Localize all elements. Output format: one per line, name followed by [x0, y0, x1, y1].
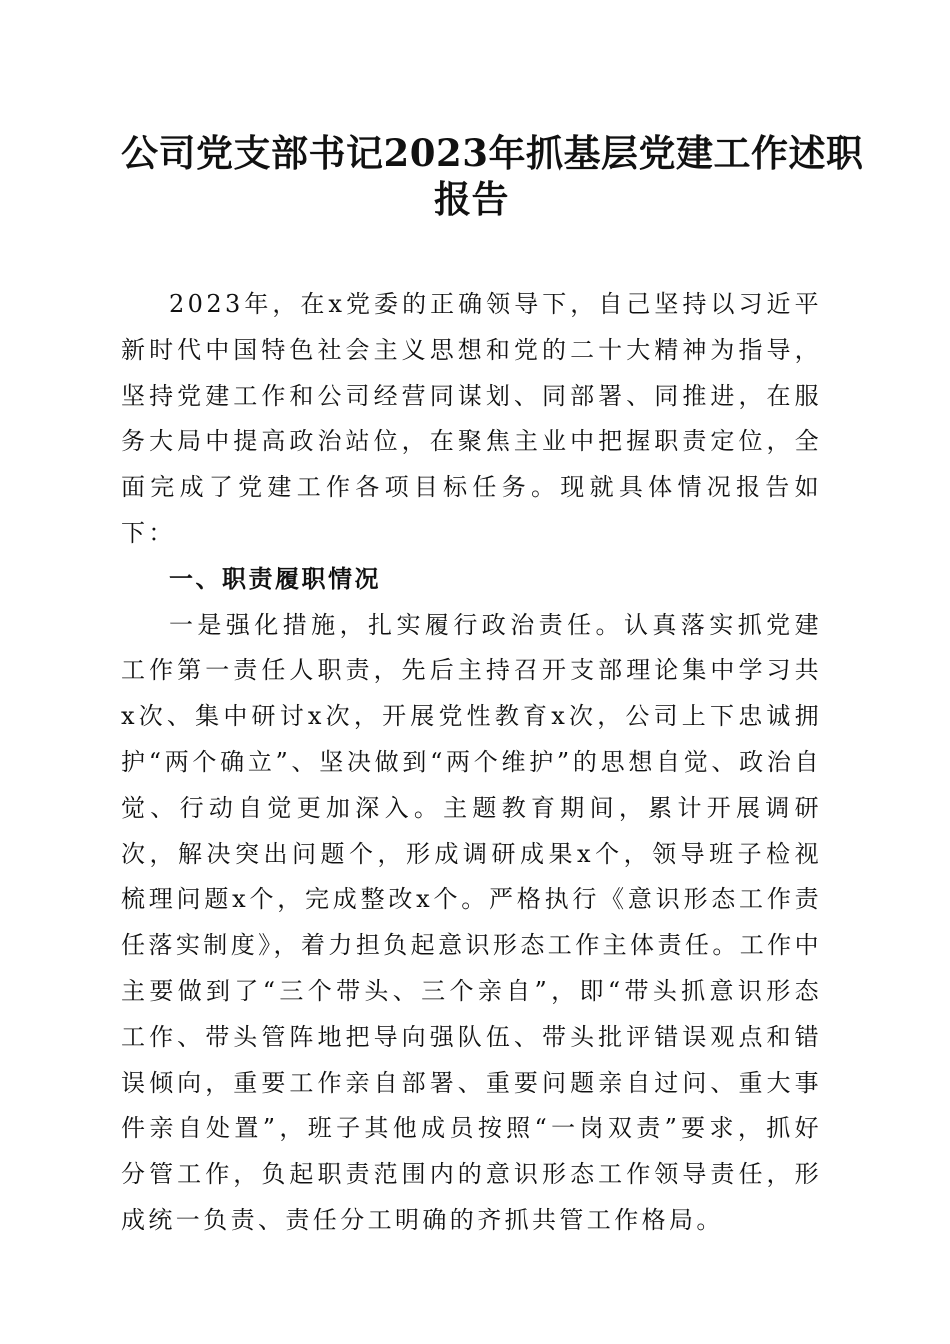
section-heading: 一、职责履职情况	[169, 564, 381, 593]
section-paragraph: 一是强化措施，扎实履行政治责任。认真落实抓党建工作第一责任人职责，先后主持召开支部理论集中学习共x次、集中研讨x次，开展党性教育x次，公司上下忠诚拥护“两个确立”、坚决做到“两个维护”的思想自觉、政治自觉、行动自觉更加深入。主题教育期间，累计开展调研次，解决突出问题个，形成调研成果x个，领导班子检视梳理问题x个，完成整改x个。严格执行《意识形态工作责任落实制度》，着力担负起意识形态工作主体责任。工作中主要做到了“三个带头、三个亲自”，即“带头抓意识形态工作、带头管阵地把导向强队伍、带头批评错误观点和错误倾向，重要工作亲自部署、重要问题亲自过问、重大事件亲自处置”，班子其他成员按照“一岗双责”要求，抓好分管工作，负起职责范围内的意识形态工作领导责任，形成统一负责、责任分工明确的齐抓共管工作格局。	[121, 610, 822, 1234]
document-body	[121, 282, 822, 1244]
intro-paragraph: 2023年，在x党委的正确领导下，自己坚持以习近平新时代中国特色社会主义思想和党的二十大精神为指导，坚持党建工作和公司经营同谋划、同部署、同推进，在服务大局中提高政治站位，在聚焦主业中把握职责定位，全面完成了党建工作各项目标任务。现就具体情况报告如下：	[121, 290, 822, 547]
document-title	[121, 130, 864, 222]
title-line-2: 报告	[434, 177, 509, 221]
title-line-1: 公司党支部书记2023年抓基层党建工作述职	[121, 131, 864, 175]
